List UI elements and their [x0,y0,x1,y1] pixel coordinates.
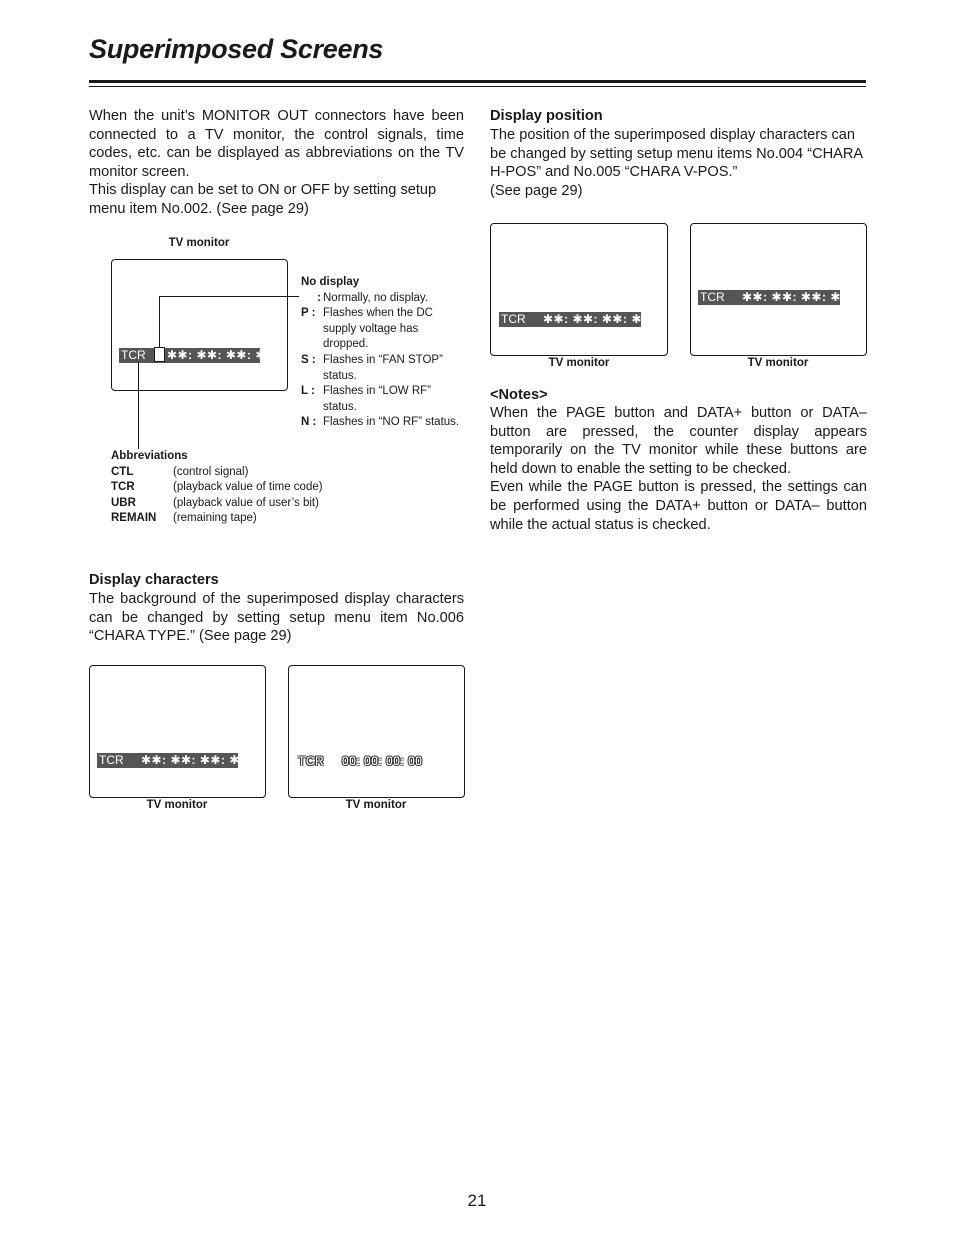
abbreviation-key: UBR [111,496,136,509]
abbreviation-key: CTL [111,465,134,478]
chars-monitor-label-1: TV monitor [146,799,208,811]
no-display-legend [301,275,466,431]
diagram-tcr-label: TCR [121,348,146,362]
chars-tc-value-1: ✱✱: ✱✱: ✱✱: ✱✱ [141,753,251,767]
title-rule-thick [89,80,866,83]
display-position-paragraph [490,126,868,200]
intro-paragraph [89,107,464,219]
no-display-item [301,384,466,415]
diagram-tc-value: ✱✱: ✱✱: ✱✱: ✱✱ [167,348,277,362]
abbreviation-item [111,465,371,481]
chars-tcr-label-1: TCR [99,753,124,767]
abbreviation-key: TCR [111,481,135,494]
notes-paragraph-1: When the PAGE button and DATA+ button or DATA– button are pressed, the counter display appears temporarily on the TV monitor while these buttons are held down to enable the setting to be checked. [490,405,867,477]
no-display-text: Flashes in “NO RF” status. [323,416,460,429]
no-display-text: Flashes in “LOW RF” status. [323,385,431,413]
display-characters-heading: Display characters [89,572,219,588]
abbreviation-text: (remaining tape) [173,512,257,525]
position-tcr-label-2: TCR [700,290,725,304]
position-tc-value-2: ✱✱: ✱✱: ✱✱: ✱✱ [742,290,852,304]
position-tc-value-1: ✱✱: ✱✱: ✱✱: ✱✱ [543,312,653,326]
connector-line-up [159,296,160,348]
no-display-key: P : [301,307,316,320]
abbreviation-item [111,480,371,496]
no-display-item [301,353,466,384]
display-characters-text: The background of the superimposed display characters can be changed by setting setup menu item No.006 “CHARA TYPE.” (See page 29) [89,591,464,645]
no-display-key: : [317,291,321,304]
abbreviations-title: Abbreviations [111,450,188,462]
abbreviation-item [111,511,371,527]
no-display-text: Flashes in “FAN STOP” status. [323,353,443,382]
position-tc-bar-2 [698,290,852,305]
intro-text-2: This display can be set to ON or OFF by setting setup menu item No.002. (See page 29) [89,182,437,217]
abbreviation-key: REMAIN [111,512,157,525]
chars-tc-value-2: 00: 00: 00: 00 [342,754,423,768]
no-display-key: S : [301,353,316,366]
page-number: 21 [467,1191,487,1210]
abbreviations-legend [111,449,371,527]
page-title: Superimposed Screens [89,34,384,64]
intro-text: When the unit’s MONITOR OUT connectors have been connected to a TV monitor, the control signals, time codes, etc. can be displayed as abbreviations on the TV monitor screen. [89,108,464,180]
no-display-key: L : [301,385,315,398]
position-tc-bar-1 [499,312,653,327]
diagram-tc-bar [119,348,277,363]
abbreviation-text: (playback value of time code) [173,481,323,494]
position-tv-monitor-1 [490,223,668,356]
display-position-see-page: (See page 29) [490,182,583,199]
chars-tcr-label-2: TCR [298,754,325,768]
no-display-item [301,291,466,307]
no-display-item [301,415,466,431]
no-display-title: No display [301,276,360,288]
connector-line-right [159,296,299,297]
chars-tc-bar-1 [97,753,251,768]
no-display-indicator-box [154,347,165,362]
abbreviation-text: (playback value of user’s bit) [173,496,319,509]
no-display-item [301,306,466,353]
connector-line-down [138,362,139,449]
position-monitor-label-1: TV monitor [548,357,610,369]
notes-heading: <Notes> [490,387,548,403]
chars-tv-monitor-1 [89,665,266,798]
notes-paragraph-2: Even while the PAGE button is pressed, the settings can be performed using the DATA+ button or DATA– button while the actual status is checked. [490,479,867,533]
display-position-heading: Display position [490,108,603,124]
chars-tc-outline [298,754,422,768]
no-display-text: Normally, no display. [323,291,429,304]
notes-body [490,404,867,534]
position-monitor-label-2: TV monitor [747,357,809,369]
title-rule-thin [89,86,866,87]
diagram-monitor-label: TV monitor [168,237,230,249]
no-display-key: N : [301,416,317,429]
chars-tv-monitor-2 [288,665,465,798]
abbreviation-item [111,496,371,512]
position-tcr-label-1: TCR [501,312,526,326]
no-display-text: Flashes when the DC supply voltage has dropped. [323,307,433,351]
abbreviation-text: (control signal) [173,465,249,478]
display-position-text: The position of the superimposed display characters can be changed by setting setup menu items No.004 “CHARA H-POS” and No.005 “CHARA V-POS.” [490,127,863,181]
chars-monitor-label-2: TV monitor [345,799,407,811]
